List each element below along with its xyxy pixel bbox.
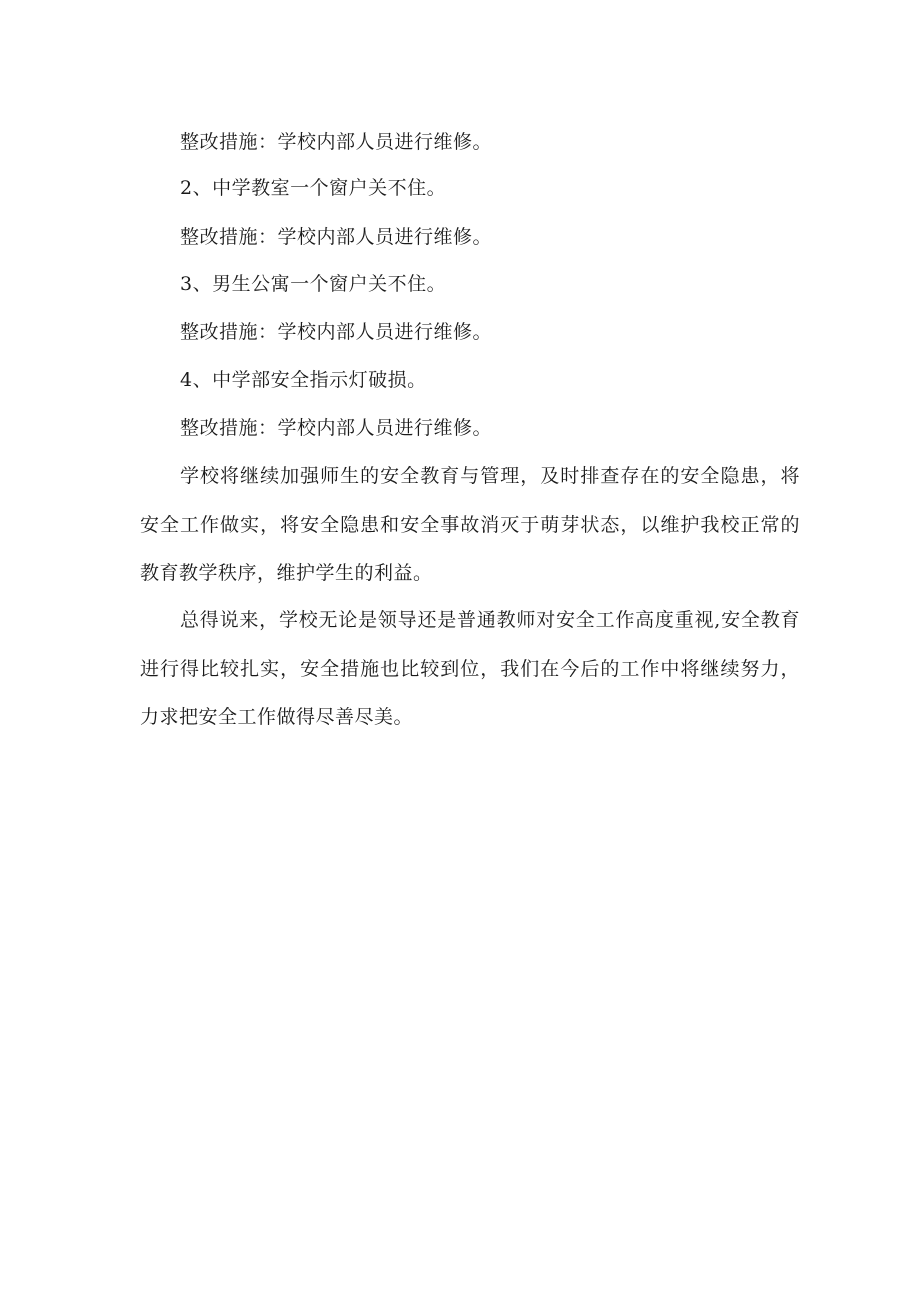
paragraph-safety-education: 学校将继续加强师生的安全教育与管理，及时排查存在的安全隐患，将安全工作做实，将安全隐患和安全事故消灭于萌芽状态，以维护我校正常的教育教学秩序，维护学生的利益。 bbox=[140, 465, 800, 584]
measure-line-2: 整改措施：学校内部人员进行维修。 bbox=[180, 226, 493, 248]
measure-line-1: 整改措施：学校内部人员进行维修。 bbox=[180, 131, 493, 153]
issue-line-4: 4、中学部安全指示灯破损。 bbox=[180, 369, 427, 391]
measure-line-4: 整改措施：学校内部人员进行维修。 bbox=[180, 417, 493, 439]
measure-line-3: 整改措施：学校内部人员进行维修。 bbox=[180, 321, 493, 343]
issue-line-2: 2、中学教室一个窗户关不住。 bbox=[180, 177, 447, 199]
paragraph-summary: 总得说来，学校无论是领导还是普通教师对安全工作高度重视,安全教育进行得比较扎实，安全措施也比较到位，我们在今后的工作中将继续努力，力求把安全工作做得尽善尽美。 bbox=[140, 609, 800, 728]
issue-line-3: 3、男生公寓一个窗户关不住。 bbox=[180, 273, 447, 295]
